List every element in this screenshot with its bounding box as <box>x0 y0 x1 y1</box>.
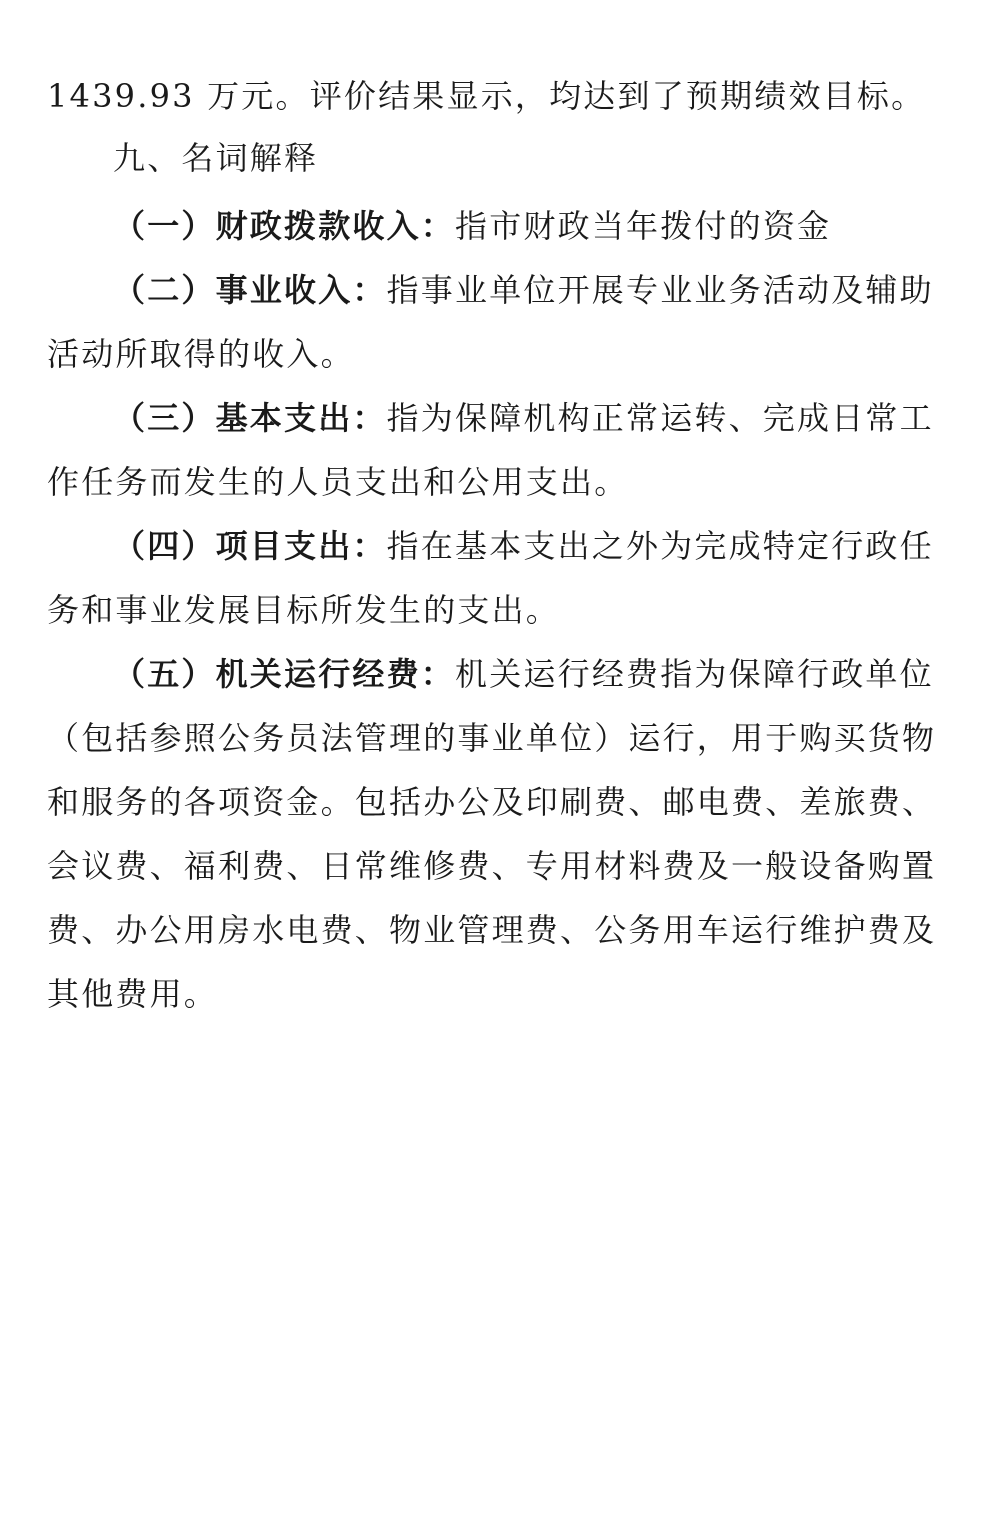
definition-text: 指事业单位开展专业业务活动及辅助 <box>386 271 934 309</box>
definition-text: 指为保障机构正常运转、完成日常工 <box>386 399 934 437</box>
definition-term: （一）财政拨款收入： <box>113 207 456 245</box>
definition-text: 指在基本支出之外为完成特定行政任 <box>386 527 934 565</box>
section-heading: 九、名词解释 <box>113 139 319 177</box>
definition-term: （三）基本支出： <box>113 399 387 437</box>
definition-text-continued: 会议费、福利费、日常维修费、专用材料费及一般设备购置 <box>47 847 937 885</box>
definition-2 <box>47 258 934 386</box>
definition-4 <box>47 514 934 642</box>
definition-text-continued: 费、办公用房水电费、物业管理费、公务用车运行维护费及 <box>47 911 937 949</box>
definition-text: 机关运行经费指为保障行政单位 <box>455 655 934 693</box>
definition-text: 指市财政当年拨付的资金 <box>455 207 832 245</box>
definition-term: （二）事业收入： <box>113 271 387 309</box>
definition-term: （五）机关运行经费： <box>113 655 456 693</box>
definition-text-continued: 和服务的各项资金。包括办公及印刷费、邮电费、差旅费、 <box>47 783 937 821</box>
definition-text-continued: 其他费用。 <box>47 975 219 1013</box>
definition-text-continued: 作任务而发生的人员支出和公用支出。 <box>47 463 629 501</box>
document-page <box>47 64 937 1026</box>
definition-term: （四）项目支出： <box>113 527 387 565</box>
definition-text-continued: 活动所取得的收入。 <box>47 335 355 373</box>
definition-text-continued: （包括参照公务员法管理的事业单位）运行，用于购买货物 <box>47 719 937 757</box>
definition-text-continued: 务和事业发展目标所发生的支出。 <box>47 591 561 629</box>
definition-1 <box>47 194 923 258</box>
definition-5 <box>47 642 937 1026</box>
intro-line: 1439.93 万元。评价结果显示，均达到了预期绩效目标。 <box>47 77 926 115</box>
definition-3 <box>47 386 934 514</box>
